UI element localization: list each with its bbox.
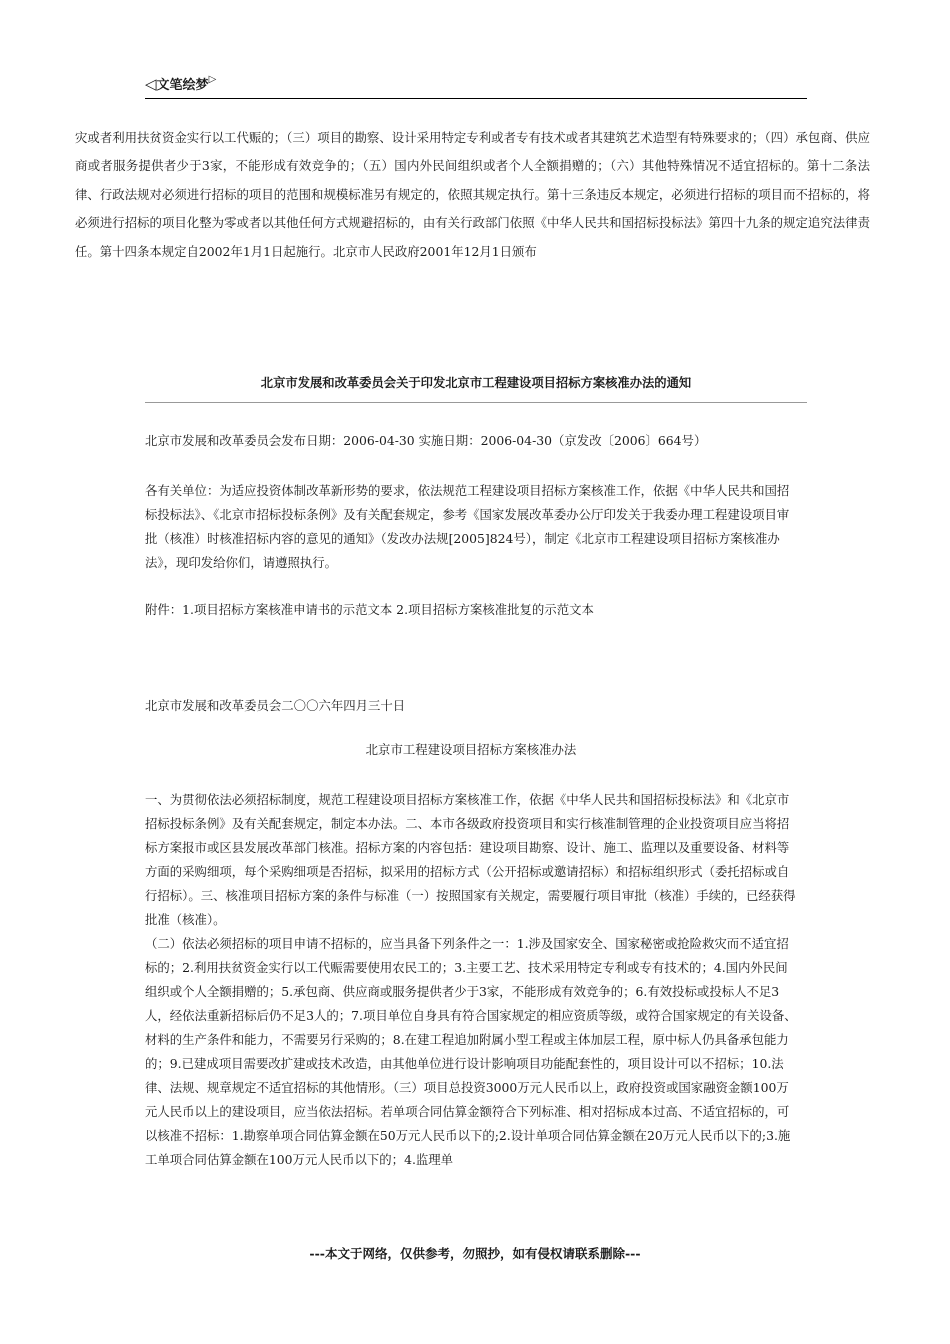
title-divider [145,402,807,403]
continued-regulation-paragraph: 灾或者利用扶贫资金实行以工代赈的；（三）项目的勘察、设计采用特定专利或者专有技术或者其建筑艺术造型有特殊要求的；（四）承包商、供应商或者服务提供者少于3家，不能形成有效竞争的；（五）国内外民间组织或者个人全额捐赠的；（六）其他特殊情况不适宜招标的。第十二条法律、行政法规对必须进行招标的项目的范围和规模标准另有规定的，依照其规定执行。第十三条违反本规定，必须进行招标的项目而不招标的，将必须进行招标的项目化整为零或者以其他任何方式规避招标的，由有关行政部门依照《中华人民共和国招标投标法》第四十九条的规定追究法律责任。第十四条本规定自2002年1月1日起施行。北京市人民政府2001年12月1日颁布 [75,130,870,259]
notice-signoff: 北京市发展和改革委员会二〇〇六年四月三十日 [145,698,406,713]
notice-attachments: 附件：1.项目招标方案核准申请书的示范文本 2.项目招标方案核准批复的示范文本 [145,602,594,617]
measures-title: 北京市工程建设项目招标方案核准办法 [365,742,577,757]
disclaimer-footer: ---本文于网络，仅供参考，勿照抄，如有侵权请联系删除--- [309,1246,641,1261]
measures-paragraph-1: 一、为贯彻依法必须招标制度，规范工程建设项目招标方案核准工作，依据《中华人民共和国招标投标法》和《北京市招标投标条例》及有关配套规定，制定本办法。二、本市各级政府投资项目和实行核准制管理的企业投资项目应当将招标方案报市或区县发展改革部门核准。招标方案的内容包括：建设项目勘察、设计、施工、监理以及重要设备、材料等方面的采购细项，每个采购细项是否招标，拟采用的招标方式（公开招标或邀请招标）和招标组织形式（委托招标或自行招标）。三、核准项目招标方案的条件与标准（一）按照国家有关规定，需要履行项目审批（核准）手续的，已经获得批准（核准）。 [145,792,796,927]
right-triangle-icon: ▷ [208,74,217,85]
notice-title: 北京市发展和改革委员会关于印发北京市工程建设项目招标方案核准办法的通知 [260,376,692,390]
notice-body-paragraph: 各有关单位：为适应投资体制改革新形势的要求，依法规范工程建设项目招标方案核准工作，依据《中华人民共和国招标投标法》、《北京市招标投标条例》及有关配套规定，参考《国家发展改革委办公厅印发关于我委办理工程建设项目审批（核准）时核准招标内容的意见的通知》（发改办法规[2005]824号），制定《北京市工程建设项目招标方案核准办法》，现印发给你们，请遵照执行。 [145,483,790,570]
left-triangle-icon: ◁ [145,74,157,93]
brand-name: 文笔绘梦 [156,78,209,93]
measures-paragraph-2: （二）依法必须招标的项目申请不招标的，应当具备下列条件之一：1.涉及国家安全、国家秘密或抢险救灾而不适宜招标的；2.利用扶贫资金实行以工代赈需要使用农民工的；3.主要工艺、技术采用特定专利或专有技术的；4.国内外民间组织或个人全额捐赠的；5.承包商、供应商或服务提供者少于3家，不能形成有效竞争的；6.有效投标或投标人不足3人，经依法重新招标后仍不足3人的；7.项目单位自身具有符合国家规定的相应资质等级，或符合国家规定的有关设备、材料的生产条件和能力，不需要另行采购的；8.在建工程追加附属小型工程或主体加层工程，原中标人仍具备承包能力的；9.已建成项目需要改扩建或技术改造，由其他单位进行设计影响项目功能配套性的，项目设计可以不招标；10.法律、法规、规章规定不适宜招标的其他情形。（三）项目总投资3000万元人民币以上，政府投资或国家融资金额100万元人民币以上的建设项目，应当依法招标。若单项合同估算金额符合下列标准、相对招标成本过高、不适宜招标的，可以核准不招标：1.勘察单项合同估算金额在50万元人民币以下的;2.设计单项合同估算金额在20万元人民币以下的;3.施工单项合同估算金额在100万元人民币以下的；4.监理单 [145,936,797,1167]
measures-body [145,788,797,1172]
page-header [145,74,807,99]
brand-logo [145,74,807,93]
notice-meta: 北京市发展和改革委员会发布日期：2006-04-30 实施日期：2006-04-30（京发改〔2006〕664号） [145,433,707,448]
